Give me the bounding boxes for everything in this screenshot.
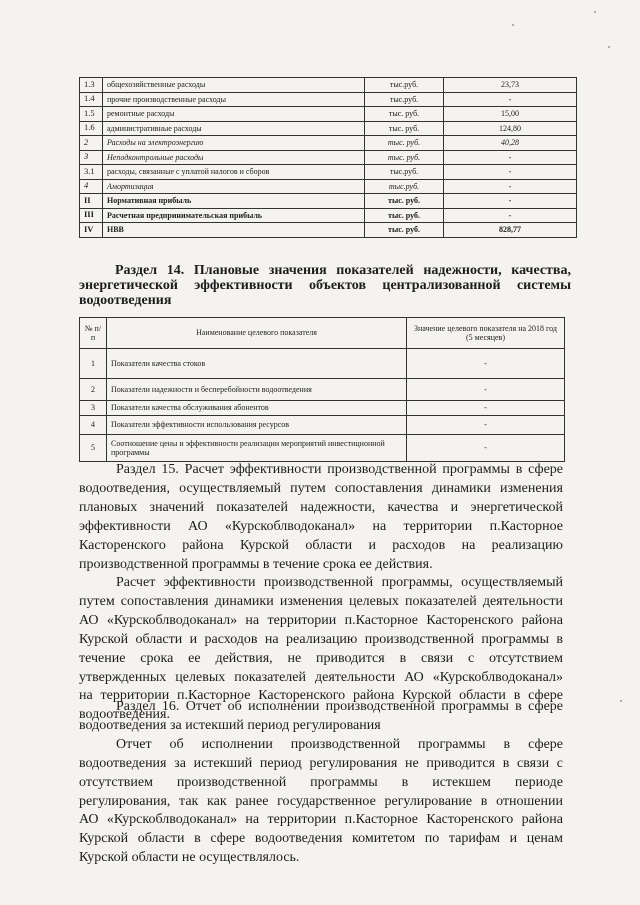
section-16-paragraph: [79, 698, 563, 868]
indicator-name: Показатели надежности и бесперебойности водоотведения: [107, 379, 407, 401]
header-number: № п/п: [80, 318, 107, 349]
indicator-table-header: [80, 318, 565, 349]
indicator-name: Показатели эффективности использования ресурсов: [107, 416, 407, 435]
section-14-line: водоотведения: [79, 293, 172, 308]
row-value: 40,28: [444, 136, 577, 151]
row-number: II: [80, 194, 103, 209]
section16-line: отсутствием производственной программы в истекшем периоде: [79, 774, 563, 790]
row-name: Расчетная предпринимательская прибыль: [103, 208, 365, 223]
row-unit: тыс. руб.: [365, 150, 444, 165]
section15b-line: утвержденных целевых показателей деятельности АО «Курскоблводоканал»: [79, 669, 563, 685]
section15-line: производственной программы в течение срока ее действия.: [79, 556, 433, 572]
row-value: 15,00: [444, 107, 577, 122]
cost-row: [80, 165, 577, 180]
cost-row: [80, 107, 577, 122]
row-value: -: [444, 194, 577, 209]
indicator-row: [80, 416, 565, 435]
row-unit: тыс.руб.: [365, 179, 444, 194]
section15b-line: путем сопоставления динамики изменения целевых показателей деятельности: [79, 593, 563, 609]
indicator-name: Показатели качества обслуживания абонентов: [107, 401, 407, 416]
indicator-number: 4: [80, 416, 107, 435]
section-14-line: Раздел 14. Плановые значения показателей надежности, качества,: [115, 263, 571, 278]
indicator-row: [80, 435, 565, 462]
section16-line: регулирования, так как ранее государственное регулирование в отношении: [79, 793, 563, 809]
section15-line: эффективности АО «Курскоблводоканал» на территории п.Касторное: [79, 518, 563, 534]
row-number: IV: [80, 223, 103, 238]
indicator-value: -: [407, 416, 565, 435]
row-number: 3: [80, 150, 103, 165]
section15b-line: АО «Курскоблводоканал» на территории п.Касторное Касторенского района: [79, 612, 563, 628]
indicator-value: -: [407, 379, 565, 401]
row-name: расходы, связанные с уплатой налогов и сборов: [103, 165, 365, 180]
row-name: общехозяйственные расходы: [103, 78, 365, 93]
scan-speck: [608, 46, 610, 48]
row-unit: тыс. руб.: [365, 107, 444, 122]
section16-line: Курской области в сфере водоотведения комитетом по тарифам и ценам: [79, 831, 563, 847]
row-unit: тыс.руб.: [365, 165, 444, 180]
row-value: -: [444, 92, 577, 107]
section16-line: водоотведения за истекший период регулирования не приводится в связи с: [79, 755, 563, 771]
row-value: -: [444, 150, 577, 165]
section15b-line: водоотведения.: [79, 707, 170, 723]
indicator-number: 2: [80, 379, 107, 401]
header-name: Наименование целевого показателя: [107, 318, 407, 349]
section15-line: Касторенского района Курской области и расходов на реализацию: [79, 537, 563, 553]
indicator-number: 3: [80, 401, 107, 416]
indicator-number: 1: [80, 349, 107, 379]
row-value: 23,73: [444, 78, 577, 93]
row-number: 1.3: [80, 78, 103, 93]
indicator-name: Соотношение цены и эффективности реализации мероприятий инвестиционной программы: [107, 435, 407, 462]
row-unit: тыс. руб.: [365, 208, 444, 223]
row-unit: тыс.руб.: [365, 78, 444, 93]
indicator-number: 5: [80, 435, 107, 462]
section-15-paragraph: [79, 461, 563, 574]
cost-row: [80, 150, 577, 165]
section16-line: Курской области не осуществлялось.: [79, 850, 300, 866]
section15b-line: на территории п.Касторное Касторенского района Курской области в сфере: [79, 688, 563, 704]
section-14-heading: [79, 263, 571, 308]
row-number: 1.5: [80, 107, 103, 122]
indicator-value: -: [407, 435, 565, 462]
cost-table: [79, 77, 577, 238]
header-value: Значение целевого показателя на 2018 год (5 месяцев): [407, 318, 565, 349]
section15-line: плановых значений показателей надежности, качества и энергетической: [79, 499, 563, 515]
row-value: -: [444, 208, 577, 223]
row-unit: тыс. руб.: [365, 194, 444, 209]
section15-line: водоотведения, осуществляемый путем сопоставления динамики изменения: [79, 480, 563, 496]
row-name: Нормативная прибыль: [103, 194, 365, 209]
section16-line: водоотведения за истекший период регулирования: [79, 717, 381, 733]
row-name: Амортизация: [103, 179, 365, 194]
section15-line: Раздел 15. Расчет эффективности производственной программы в сфере: [116, 462, 563, 477]
indicator-table: [79, 317, 565, 462]
section-14-line: энергетической эффективности объектов централизованной системы: [79, 278, 571, 293]
row-value: -: [444, 179, 577, 194]
cost-row: [80, 121, 577, 136]
section15b-line: Расчет эффективности производственной программы, осуществляемый: [116, 575, 563, 590]
row-unit: тыс. руб.: [365, 223, 444, 238]
row-name: ремонтные расходы: [103, 107, 365, 122]
indicator-row: [80, 379, 565, 401]
row-unit: тыс. руб.: [365, 136, 444, 151]
scan-speck: [620, 700, 622, 702]
cost-row: [80, 208, 577, 223]
cost-row: [80, 136, 577, 151]
indicator-name: Показатели качества стоков: [107, 349, 407, 379]
row-value: -: [444, 165, 577, 180]
indicator-value: -: [407, 401, 565, 416]
indicator-row: [80, 401, 565, 416]
section16-line: Отчет об исполнении производственной программы в сфере: [116, 736, 563, 752]
row-value: 828,77: [444, 223, 577, 238]
row-name: административные расходы: [103, 121, 365, 136]
scan-speck: [594, 11, 596, 13]
row-number: 1.6: [80, 121, 103, 136]
cost-row: [80, 179, 577, 194]
section15b-line: течение срока ее действия, не приводится в связи с отсутствием: [79, 650, 563, 666]
row-unit: тыс.руб.: [365, 92, 444, 107]
row-number: 2: [80, 136, 103, 151]
section16-line: Раздел 16. Отчет об исполнении производственной программы в сфере: [116, 699, 563, 714]
cost-row: [80, 194, 577, 209]
row-unit: тыс. руб.: [365, 121, 444, 136]
row-name: НВВ: [103, 223, 365, 238]
row-name: прочие производственные расходы: [103, 92, 365, 107]
cost-row: [80, 78, 577, 93]
indicator-value: -: [407, 349, 565, 379]
row-value: 124,80: [444, 121, 577, 136]
row-name: Расходы на электроэнергию: [103, 136, 365, 151]
section16-line: АО «Курскоблводоканал» на территории п.Касторное Касторенского района: [79, 812, 563, 828]
row-number: 3.1: [80, 165, 103, 180]
row-number: 1.4: [80, 92, 103, 107]
cost-row: [80, 92, 577, 107]
row-number: 4: [80, 179, 103, 194]
cost-row: [80, 223, 577, 238]
row-name: Неподконтрольные расходы: [103, 150, 365, 165]
scan-speck: [512, 24, 514, 26]
section15b-line: Курской области и расходов на реализацию производственной программы в: [79, 631, 563, 647]
row-number: III: [80, 208, 103, 223]
indicator-row: [80, 349, 565, 379]
